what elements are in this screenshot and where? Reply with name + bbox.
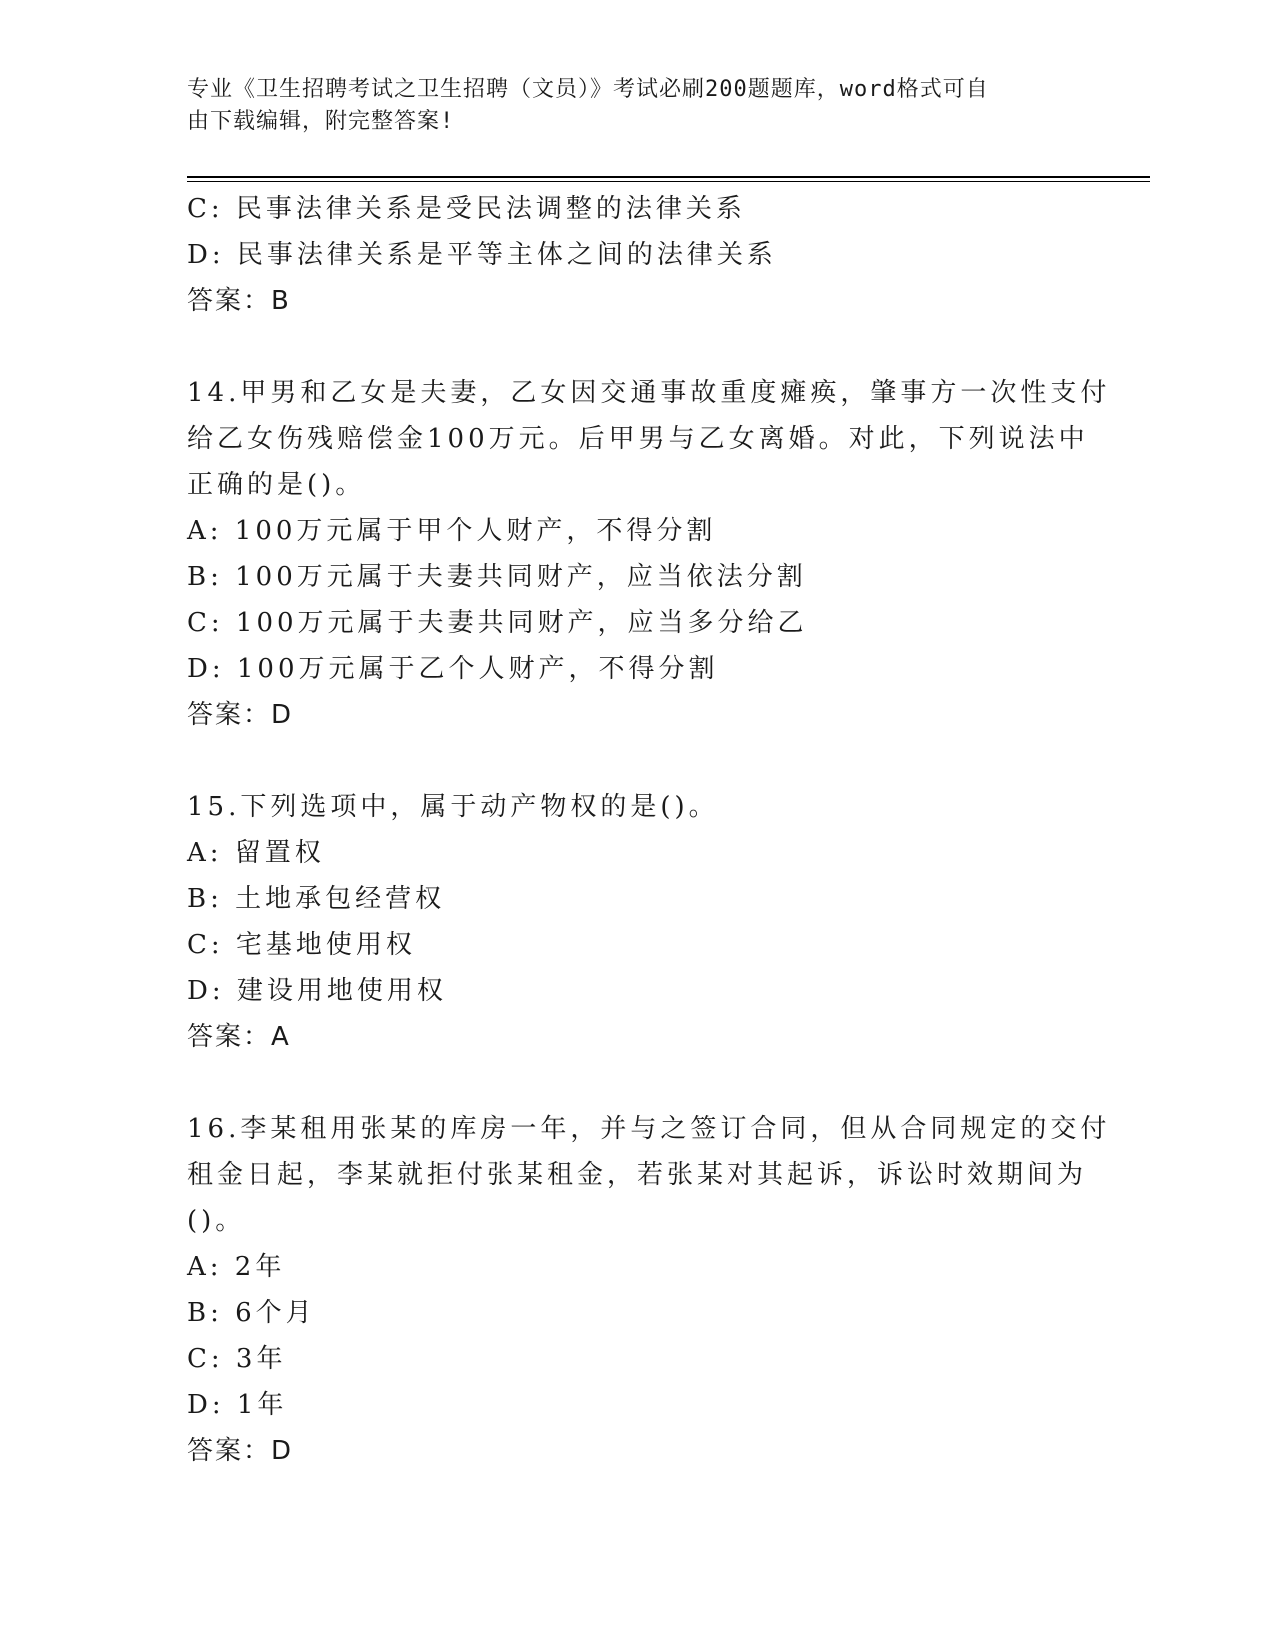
option-b: B: 6个月 (187, 1298, 316, 1328)
question-text-line: 给乙女伤残赔偿金100万元。后甲男与乙女离婚。对此，下列说法中 (187, 424, 1089, 454)
option-a: A: 留置权 (187, 838, 325, 868)
question-13-continued (187, 186, 1067, 324)
question-text-line: 15.下列选项中，属于动产物权的是()。 (187, 792, 719, 822)
option-d: D: 建设用地使用权 (187, 976, 447, 1006)
question-text-line: 正确的是()。 (187, 470, 366, 500)
document-header (187, 74, 1067, 138)
question-15 (187, 784, 1067, 1060)
option-d: D: 100万元属于乙个人财产，不得分割 (187, 654, 719, 684)
header-line-1: 专业《卫生招聘考试之卫生招聘（文员）》考试必刷200题题库，word格式可自 (187, 77, 989, 102)
header-rule-thick (187, 176, 1150, 178)
answer-line: 答案：A (187, 1022, 291, 1052)
spacer (187, 738, 1067, 784)
question-16 (187, 1106, 1111, 1474)
option-c: C: 100万元属于夫妻共同财产，应当多分给乙 (187, 608, 808, 638)
option-d: D: 1年 (187, 1390, 288, 1420)
header-line-2: 由下载编辑，附完整答案! (187, 109, 455, 134)
option-b: B: 土地承包经营权 (187, 884, 446, 914)
option-a: A: 2年 (187, 1252, 286, 1282)
question-text-line: 租金日起，李某就拒付张某租金，若张某对其起诉，诉讼时效期间为 (187, 1160, 1088, 1190)
question-14 (187, 370, 1111, 738)
question-text-line: ()。 (187, 1206, 246, 1236)
option-b: B: 100万元属于夫妻共同财产，应当依法分割 (187, 562, 807, 592)
option-c: C: 3年 (187, 1344, 287, 1374)
spacer (187, 324, 1067, 370)
option-c: C: 民事法律关系是受民法调整的法律关系 (187, 194, 746, 224)
option-a: A: 100万元属于甲个人财产，不得分割 (187, 516, 717, 546)
header-rule-thin (187, 181, 1150, 182)
question-content (187, 186, 1111, 1474)
option-d: D: 民事法律关系是平等主体之间的法律关系 (187, 240, 777, 270)
answer-line: 答案：D (187, 1436, 294, 1466)
answer-line: 答案：B (187, 286, 291, 316)
question-text-line: 16.李某租用张某的库房一年，并与之签订合同，但从合同规定的交付 (187, 1114, 1111, 1144)
option-c: C: 宅基地使用权 (187, 930, 416, 960)
spacer (187, 1060, 1067, 1106)
answer-line: 答案：D (187, 700, 294, 730)
question-text-line: 14.甲男和乙女是夫妻，乙女因交通事故重度瘫痪，肇事方一次性支付 (187, 378, 1111, 408)
